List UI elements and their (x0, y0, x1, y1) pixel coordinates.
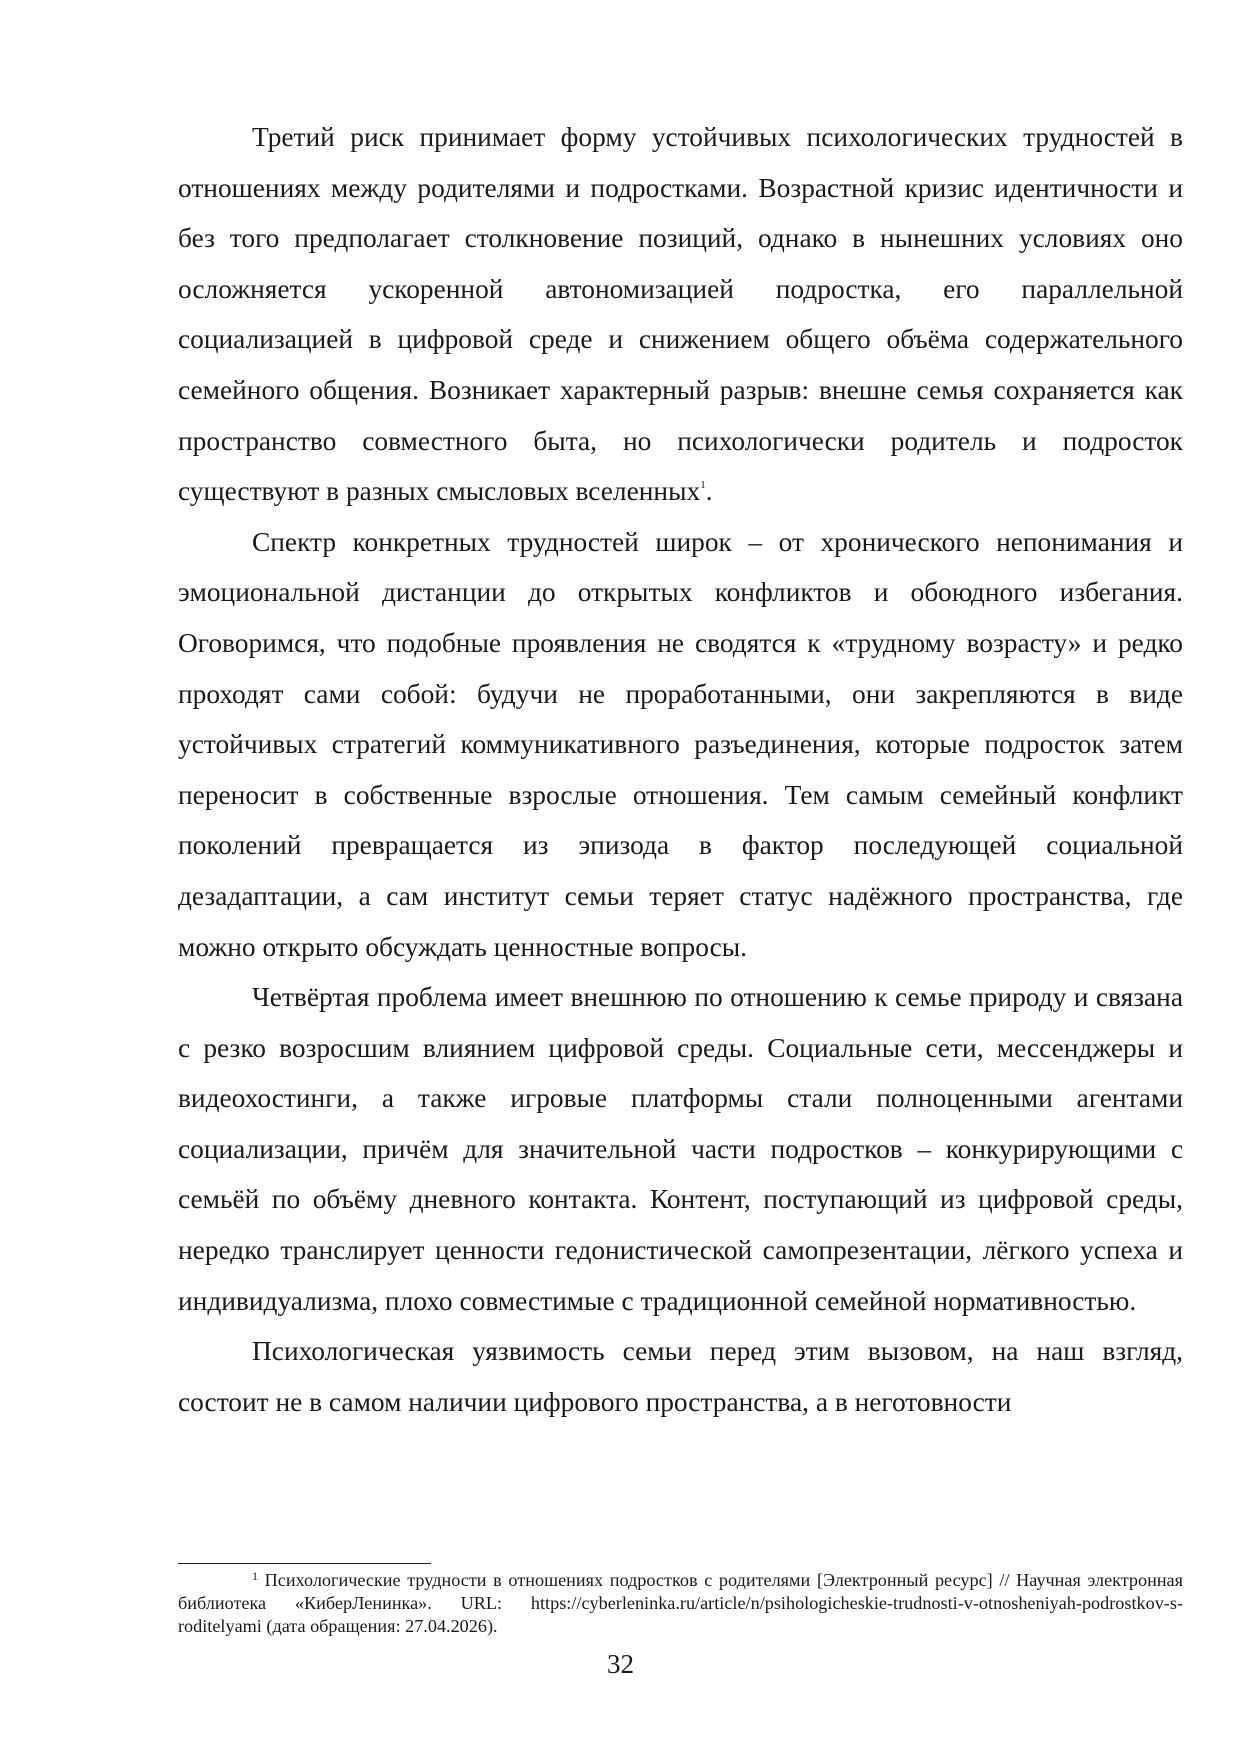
footnote-reference[interactable]: 1 (700, 479, 706, 492)
paragraph-1-text: Третий риск принимает форму устойчивых психологических трудностей в отношениях между родителями и подростками. Возрастной кризис идентичности и без того предполагает столкновение позиций, однако в нынешних условиях оно осложняется ускоренной автономизацией подростка, его параллельной социализацией в цифровой среде и снижением общего объёма содержательного семейного общения. Возникает характерный разрыв: внешне семья сохраняется как пространство совместного быта, но психологически родитель и подросток существуют в разных смысловых вселенных (178, 122, 1183, 507)
footnote-separator (178, 1563, 431, 1564)
page-number: 32 (607, 1649, 634, 1679)
footnote-text: Психологические трудности в отношениях подростков с родителями [Электронный ресурс] // Научная электронная библиотека «КиберЛенинка». URL: https://cyberleninka.ru/article/n/psihologicheskie-trudnosti-v-otnosheniyah-podrostkov-s-roditelyami (дата обращения: 27.04.2026). (178, 1570, 1183, 1636)
paragraph-1 (178, 112, 1183, 517)
paragraph-3: Четвёртая проблема имеет внешнюю по отношению к семье природу и связана с резко возросшим влиянием цифровой среды. Социальные сети, мессенджеры и видеохостинги, а также игровые платформы стали полноценными агентами социализации, причём для значительной части подростков – конкурирующими с семьёй по объёму дневного контакта. Контент, поступающий из цифровой среды, нередко транслирует ценности гедонистической самопрезентации, лёгкого успеха и индивидуализма, плохо совместимые с традиционной семейной нормативностью. (178, 982, 1183, 1316)
paragraph-1-tail: . (705, 476, 713, 507)
body-text (178, 112, 1183, 1427)
paragraph-2: Спектр конкретных трудностей широк – от хронического непонимания и эмоциональной дистанции до открытых конфликтов и обоюдного избегания. Оговоримся, что подобные проявления не сводятся к «трудному возрасту» и редко проходят сами собой: будучи не проработанными, они закрепляются в виде устойчивых стратегий коммуникативного разъединения, которые подросток затем переносит в собственные взрослые отношения. Тем самым семейный конфликт поколений превращается из эпизода в фактор последующей социальной дезадаптации, а сам институт семьи теряет статус надёжного пространства, где можно открыто обсуждать ценностные вопросы. (178, 526, 1183, 962)
footnote (178, 1569, 1183, 1637)
paragraph-4: Психологическая уязвимость семьи перед этим вызовом, на наш взгляд, состоит не в самом наличии цифрового пространства, а в неготовности (178, 1336, 1183, 1417)
footnote-mark: 1 (252, 1569, 258, 1583)
